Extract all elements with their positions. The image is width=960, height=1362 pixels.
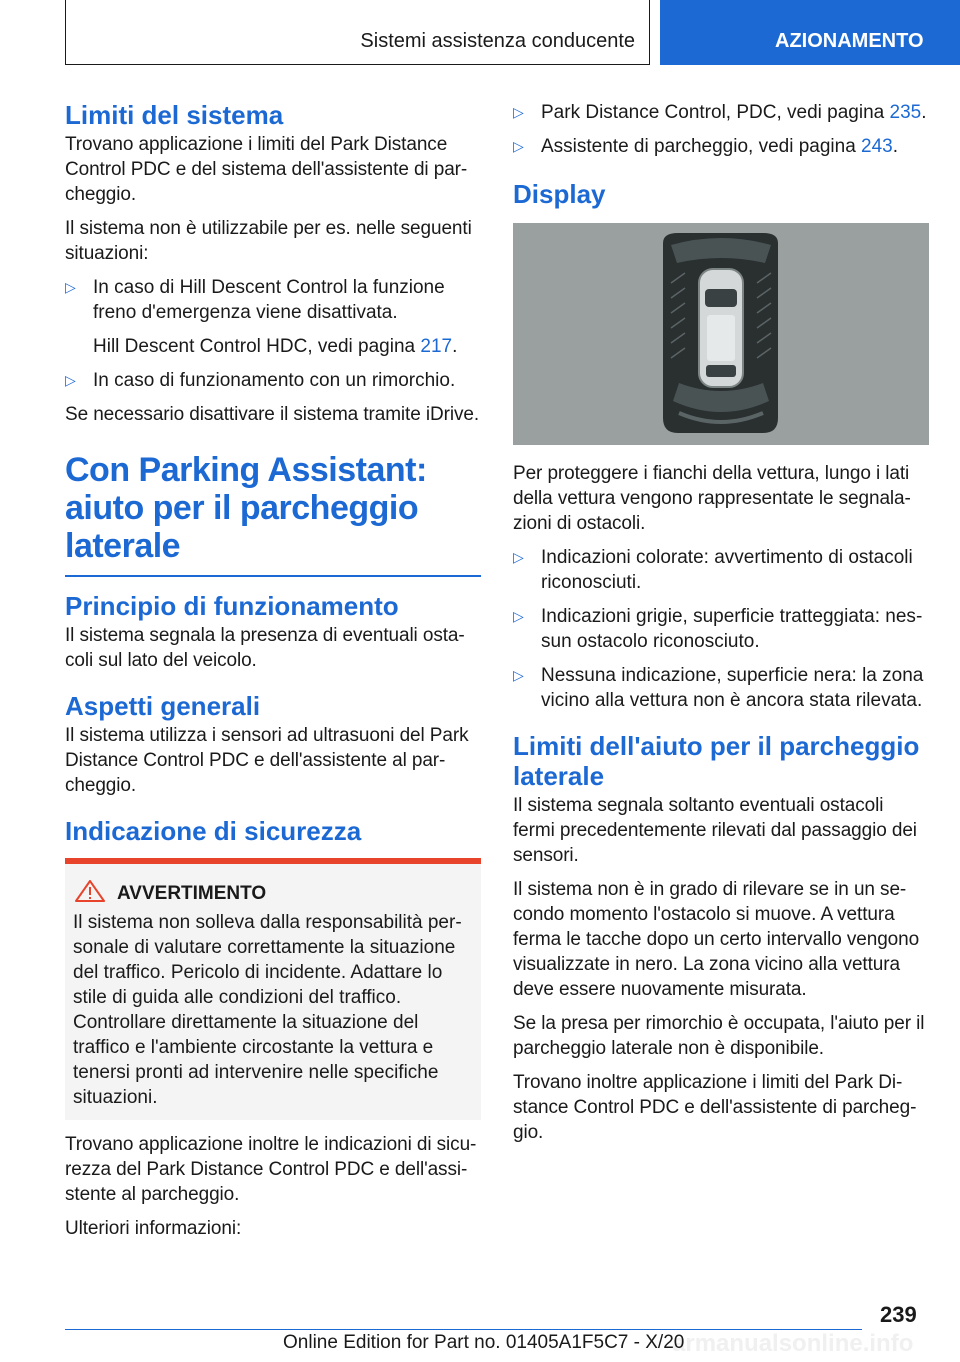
page-number: 239 <box>880 1302 917 1327</box>
section-title: Sistemi assistenza conducente <box>360 30 635 52</box>
reference-list <box>513 100 929 159</box>
paragraph: Il sistema utilizza i sensori ad ultrasuoni del Park Distance Control PDC e dell'assistente al parcheggio. <box>65 724 469 796</box>
triangle-bullet-icon: ▷ <box>65 372 76 388</box>
list-item <box>65 275 481 359</box>
heading-limiti-aiuto: Limiti dell'aiuto per il parcheggio laterale <box>513 731 920 791</box>
page-link-243[interactable]: 243 <box>861 136 893 157</box>
heading-sicurezza: Indicazione di sicurezza <box>65 815 362 846</box>
paragraph: Trovano inoltre applicazione i limiti del Park Distance Control PDC e dell'assistente di parcheggio. <box>513 1072 917 1143</box>
paragraph: Il sistema non è utilizzabile per es. nelle seguenti situazioni: <box>65 218 472 264</box>
list-item-text: Indicazioni grigie, superficie tratteggiata: nessun ostacolo riconosciuto. <box>541 606 923 652</box>
list-item: ▷ Assistente di parcheggio, vedi pagina 243. <box>513 136 899 157</box>
bullet-list <box>513 545 929 713</box>
watermark: armanualsonline.info <box>672 1330 914 1357</box>
car-top-view-illustration <box>513 223 929 445</box>
list-item-subtext: Hill Descent Control HDC, vedi pagina 217. <box>93 336 458 357</box>
triangle-bullet-icon: ▷ <box>513 608 524 624</box>
heading-display: Display <box>513 179 606 209</box>
page-link-235[interactable]: 235 <box>889 102 922 123</box>
paragraph: Per proteggere i fianchi della vettura, lungo i lati della vettura vengono rappresentate le segnalazioni di ostacoli. <box>513 463 911 534</box>
main-heading: Con Parking Assistant: aiuto per il parcheggio laterale <box>65 451 427 565</box>
list-item-text: In caso di Hill Descent Control la funzione freno d'emergenza viene disattivata. <box>93 277 445 323</box>
triangle-bullet-icon: ▷ <box>513 549 524 565</box>
heading-limiti-sistema: Limiti del sistema <box>65 100 284 130</box>
paragraph: Il sistema segnala la presenza di eventuali ostacoli sul lato del veicolo. <box>65 624 465 671</box>
parking-display-image <box>513 223 929 445</box>
reference-text: Hill Descent Control HDC, vedi pagina <box>93 336 421 357</box>
heading-aspetti: Aspetti generali <box>65 690 261 721</box>
list-item-text: Park Distance Control, PDC, vedi pagina <box>541 102 890 123</box>
list-item <box>65 368 481 393</box>
edition-text: Online Edition for Part no. 01405A1F5C7 - X/20 <box>283 1332 685 1353</box>
warning-triangle-icon <box>75 880 105 902</box>
list-item <box>513 545 929 595</box>
page-link-217[interactable]: 217 <box>420 336 453 357</box>
list-item: ▷ Park Distance Control, PDC, vedi pagina 235. <box>513 102 927 123</box>
list-item-text: Nessuna indicazione, superficie nera: la zona vicino alla vettura non è ancora stata rilevata. <box>541 665 924 711</box>
list-item-text: In caso di funzionamento con un rimorchio. <box>93 370 456 391</box>
bullet-list <box>65 275 481 393</box>
paragraph: Se la presa per rimorchio è occupata, l'aiuto per il parcheggio laterale non è disponibile. <box>513 1013 925 1059</box>
list-item <box>513 604 929 654</box>
warning-label: AVVERTIMENTO <box>117 882 267 904</box>
warning-box <box>65 864 481 1120</box>
paragraph: Il sistema non è in grado di rilevare se in un secondo momento l'ostacolo si muove. A vettura ferma le tacche dopo un certo intervallo vengono visualizzate in nero. La zona vicino alla vettura deve essere nuovamente misurata. <box>513 879 920 1000</box>
paragraph: Il sistema segnala soltanto eventuali ostacoli fermi precedentemente rilevati dal passaggio dei sensori. <box>513 795 917 866</box>
warning-text: Il sistema non solleva dalla responsabilità personale di valutare correttamente la situazione del traffico. Pericolo di incidente. Adattare lo stile di guida alle condizioni del traffico. Controllare direttamente la situazione del traffico e l'ambiente circostante la vettura e tenersi pronti ad intervenire nelle specifiche situazioni. <box>73 911 462 1108</box>
list-item <box>513 663 929 713</box>
list-item-text: Assistente di parcheggio, vedi pagina <box>541 136 862 157</box>
paragraph: Trovano applicazione inoltre le indicazioni di sicurezza del Park Distance Control PDC e dell'assistente al parcheggio. <box>65 1133 477 1205</box>
triangle-bullet-icon: ▷ <box>513 104 524 120</box>
list-item-text: Indicazioni colorate: avvertimento di ostacoli riconosciuti. <box>541 547 913 593</box>
triangle-bullet-icon: ▷ <box>513 138 524 154</box>
paragraph: Ulteriori informazioni: <box>65 1217 242 1239</box>
paragraph: Se necessario disattivare il sistema tramite iDrive. <box>65 404 479 425</box>
chapter-tab: AZIONAMENTO <box>660 0 960 65</box>
paragraph: Trovano applicazione i limiti del Park Distance Control PDC e del sistema dell'assistente di parcheggio. <box>65 134 468 205</box>
warning-title <box>73 880 473 906</box>
triangle-bullet-icon: ▷ <box>65 279 76 295</box>
heading-rule <box>65 575 481 577</box>
header-frame <box>65 0 650 65</box>
heading-principio: Principio di funzionamento <box>65 590 399 621</box>
triangle-bullet-icon: ▷ <box>513 667 524 683</box>
right-column <box>513 100 929 1154</box>
left-column <box>65 100 481 1250</box>
